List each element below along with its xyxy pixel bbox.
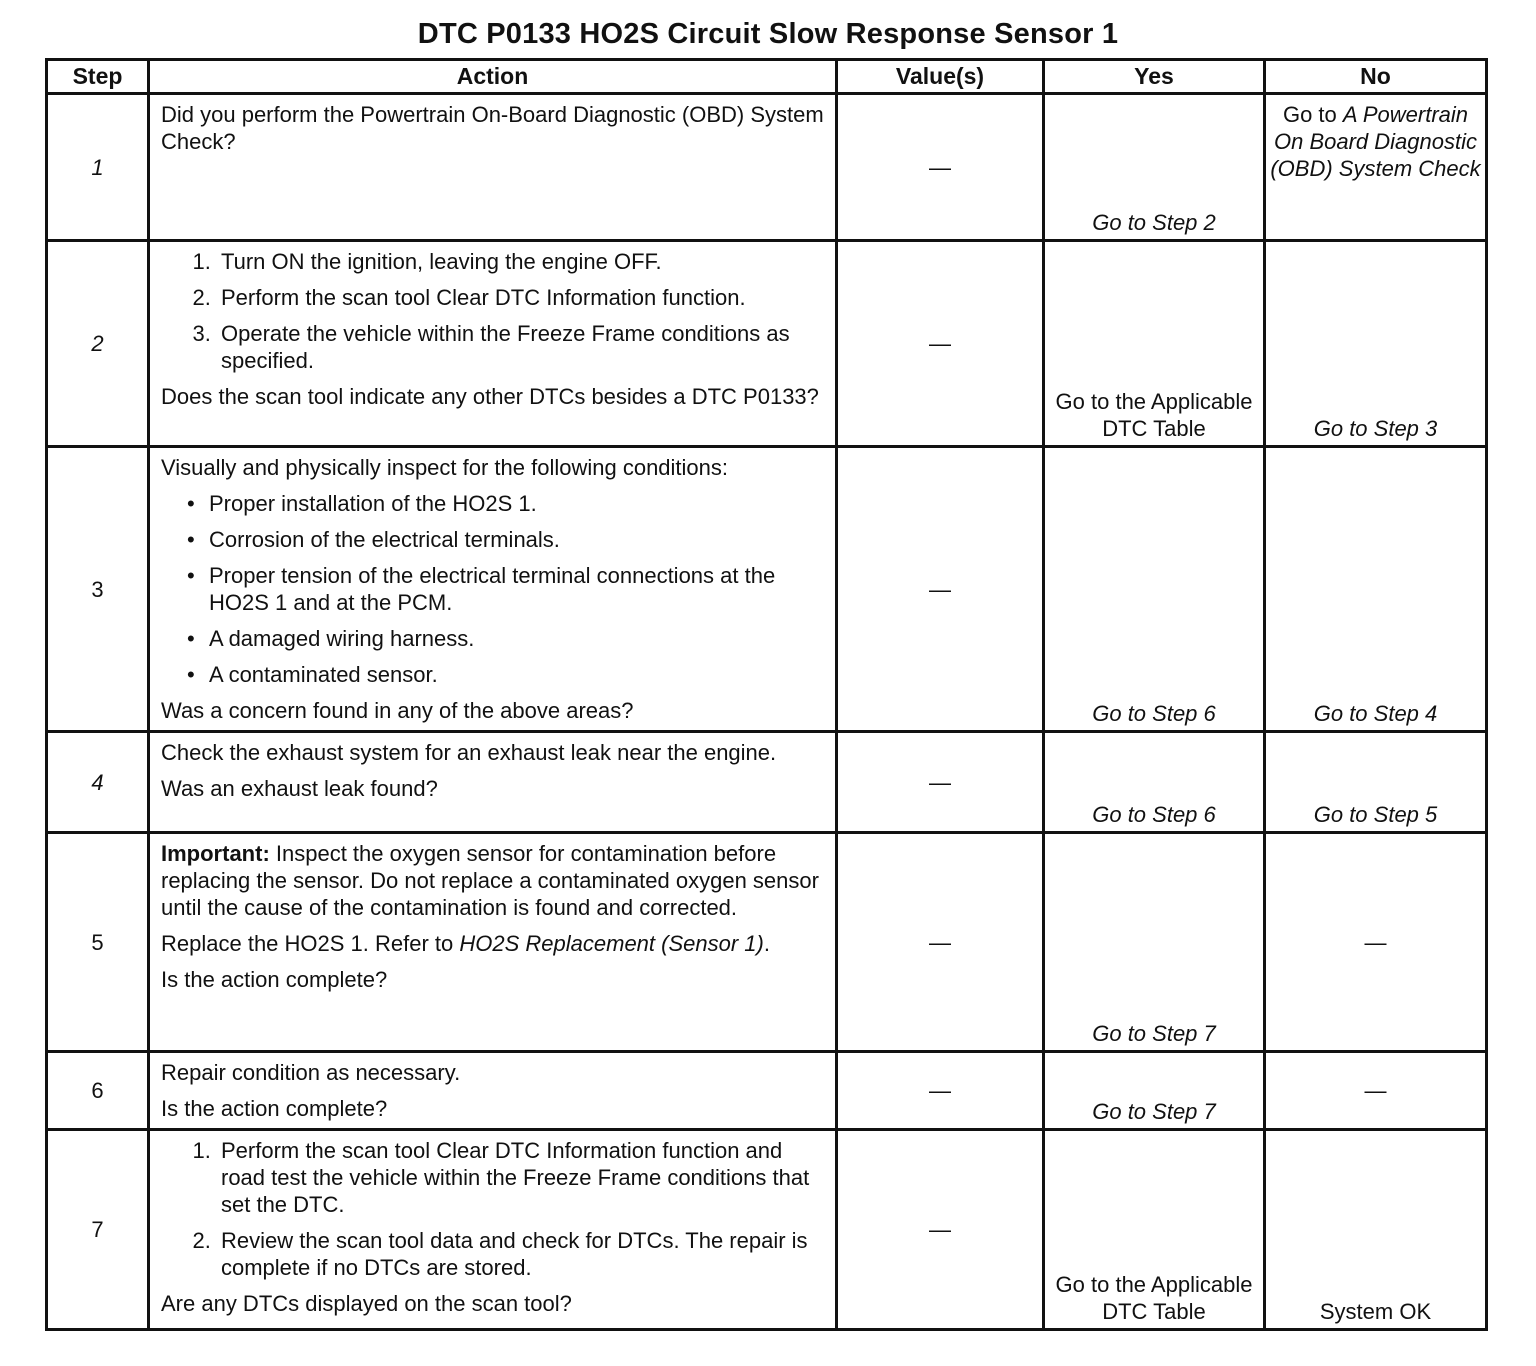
no-cell: Go to Step 4	[1265, 447, 1487, 732]
action-intro: Visually and physically inspect for the following conditions:	[161, 455, 729, 480]
replace-reference: HO2S Replacement (Sensor 1)	[459, 931, 764, 956]
step-number: 5	[47, 833, 149, 1052]
action-step: 3. Operate the vehicle within the Freeze Frame conditions as specified.	[217, 320, 825, 374]
list-item	[187, 562, 825, 616]
list-item-text: A damaged wiring harness.	[209, 626, 475, 651]
no-cell: System OK	[1265, 1130, 1487, 1330]
list-item-text: Proper installation of the HO2S 1.	[209, 491, 537, 516]
action-text: Repair condition as necessary.	[161, 1060, 461, 1085]
step-number: 2	[47, 241, 149, 447]
value-cell: —	[837, 241, 1044, 447]
replace-text: Replace the HO2S 1. Refer to	[161, 931, 460, 956]
bullet-icon: •	[187, 527, 195, 552]
header-yes: Yes	[1044, 60, 1265, 94]
action-cell	[149, 1052, 837, 1130]
header-action: Action	[149, 60, 837, 94]
replace-instruction	[161, 930, 825, 957]
step-number: 1	[47, 94, 149, 241]
no-reference: A Powertrain On Board Diagnostic (OBD) System Check	[1270, 102, 1481, 181]
value-cell: —	[837, 94, 1044, 241]
replace-end: .	[763, 931, 770, 956]
bullet-icon: •	[187, 563, 195, 588]
no-cell: —	[1265, 1052, 1487, 1130]
value-cell: —	[837, 1130, 1044, 1330]
bullet-icon: •	[187, 626, 195, 651]
action-cell	[149, 1130, 837, 1330]
action-question: Is the action complete?	[161, 967, 388, 992]
action-steps	[161, 1137, 825, 1281]
value-cell: —	[837, 833, 1044, 1052]
header-row	[47, 60, 1487, 94]
table-row	[47, 1130, 1487, 1330]
list-item	[187, 661, 825, 688]
action-cell	[149, 94, 837, 241]
table-row	[47, 732, 1487, 833]
value-cell: —	[837, 1052, 1044, 1130]
step-number: 4	[47, 732, 149, 833]
yes-cell: Go to Step 7	[1044, 1052, 1265, 1130]
action-bullets	[161, 490, 825, 688]
action-step: 1. Turn ON the ignition, leaving the engine OFF.	[217, 248, 825, 275]
action-question: Was a concern found in any of the above areas?	[161, 698, 634, 723]
yes-cell: Go to Step 6	[1044, 732, 1265, 833]
table-row	[47, 94, 1487, 241]
action-question: Are any DTCs displayed on the scan tool?	[161, 1291, 572, 1316]
action-step: 2. Review the scan tool data and check for DTCs. The repair is complete if no DTCs are stored.	[217, 1227, 825, 1281]
no-cell: Go to Step 3	[1265, 241, 1487, 447]
table-row	[47, 241, 1487, 447]
important-note	[161, 840, 825, 921]
list-item	[187, 526, 825, 553]
bullet-icon: •	[187, 662, 195, 687]
list-item-text: Corrosion of the electrical terminals.	[209, 527, 560, 552]
bullet-icon: •	[187, 491, 195, 516]
table-row	[47, 833, 1487, 1052]
action-cell	[149, 732, 837, 833]
action-question: Does the scan tool indicate any other DTCs besides a DTC P0133?	[161, 384, 819, 409]
action-cell	[149, 447, 837, 732]
action-question: Was an exhaust leak found?	[161, 776, 438, 801]
value-cell: —	[837, 732, 1044, 833]
list-item-text: Proper tension of the electrical terminal connections at the HO2S 1 and at the PCM.	[209, 563, 776, 615]
yes-cell: Go to the Applicable DTC Table	[1044, 1130, 1265, 1330]
yes-cell: Go to the Applicable DTC Table	[1044, 241, 1265, 447]
page-title: DTC P0133 HO2S Circuit Slow Response Sensor 1	[417, 18, 1119, 50]
no-cell: —	[1265, 833, 1487, 1052]
no-cell	[1265, 94, 1487, 241]
value-cell: —	[837, 447, 1044, 732]
action-cell	[149, 241, 837, 447]
step-number: 6	[47, 1052, 149, 1130]
list-item	[187, 625, 825, 652]
action-step: 1. Perform the scan tool Clear DTC Information function and road test the vehicle within the Freeze Frame conditions that set the DTC.	[217, 1137, 825, 1218]
header-values: Value(s)	[837, 60, 1044, 94]
action-cell	[149, 833, 837, 1052]
action-step: 2. Perform the scan tool Clear DTC Information function.	[217, 284, 825, 311]
header-no: No	[1265, 60, 1487, 94]
step-number: 3	[47, 447, 149, 732]
diagnostic-table	[45, 58, 1488, 1331]
action-text: Check the exhaust system for an exhaust leak near the engine.	[161, 740, 777, 765]
header-step: Step	[47, 60, 149, 94]
important-text: Inspect the oxygen sensor for contamination before replacing the sensor. Do not replace a contaminated oxygen sensor until the cause of the contamination is found and corrected.	[161, 841, 819, 920]
yes-cell: Go to Step 2	[1044, 94, 1265, 241]
no-cell: Go to Step 5	[1265, 732, 1487, 833]
step-number: 7	[47, 1130, 149, 1330]
list-item-text: A contaminated sensor.	[209, 662, 438, 687]
yes-cell: Go to Step 6	[1044, 447, 1265, 732]
table-row	[47, 1052, 1487, 1130]
action-text: Did you perform the Powertrain On-Board Diagnostic (OBD) System Check?	[161, 102, 824, 154]
no-prefix: Go to	[1282, 102, 1343, 127]
list-item	[187, 490, 825, 517]
action-steps	[161, 248, 825, 374]
yes-cell: Go to Step 7	[1044, 833, 1265, 1052]
important-label: Important:	[161, 841, 270, 866]
action-question: Is the action complete?	[161, 1096, 388, 1121]
table-row	[47, 447, 1487, 732]
